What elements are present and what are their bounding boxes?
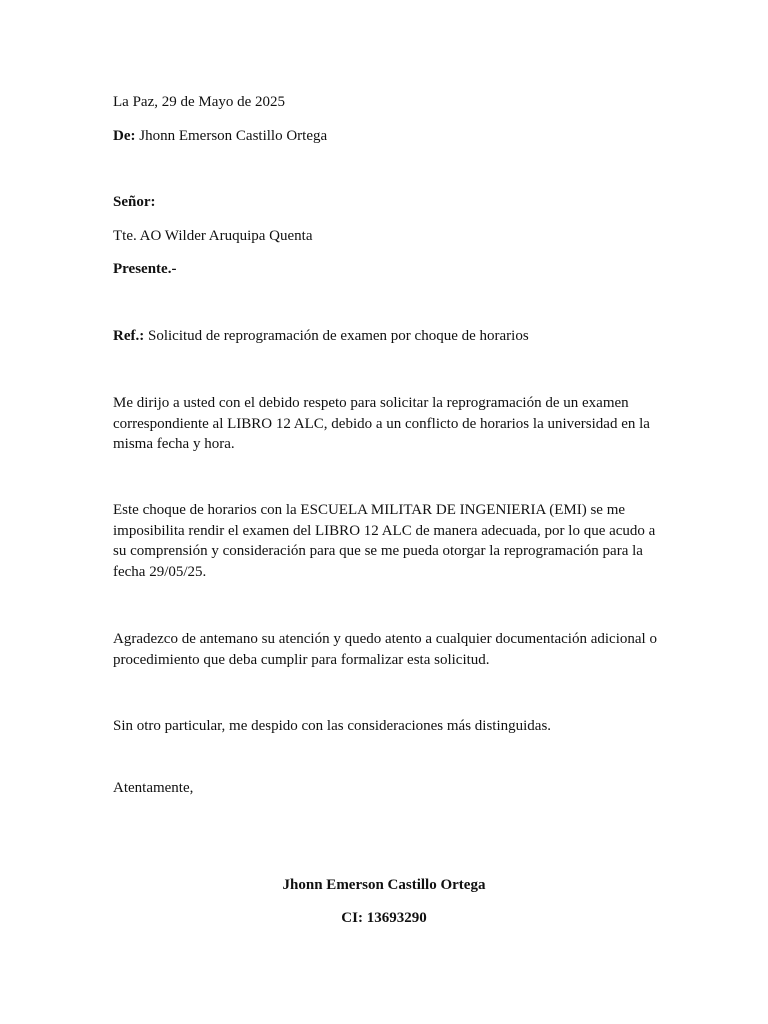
presente-line: Presente.- [113, 261, 177, 277]
reference-label: Ref.: [113, 328, 145, 344]
closing-line: Sin otro particular, me despido con las consideraciones más distinguidas. [113, 718, 552, 734]
from-name: Jhonn Emerson Castillo Ortega [139, 128, 328, 144]
reference-text: Solicitud de reprogramación de examen por choque de horarios [147, 328, 529, 344]
body-paragraph-2: Este choque de horarios con la ESCUELA MILITAR DE INGENIERIA (EMI) se me imposibilita rendir el examen del LIBRO 12 ALC de manera adecuada, por lo que acudo a su comprensión y consideración para que se me pueda otorgar la reprogramación para la fecha 29/05/25. [113, 502, 656, 580]
reference-line [113, 326, 529, 346]
signature-ci: CI: 13693290 [341, 910, 427, 926]
recipient-name: Tte. AO Wilder Aruquipa Quenta [113, 228, 313, 244]
body-paragraph-3: Agradezco de antemano su atención y quedo atento a cualquier documentación adicional o procedimiento que deba cumplir para formalizar esta solicitud. [113, 631, 657, 668]
date-line: La Paz, 29 de Mayo de 2025 [113, 94, 286, 110]
sign-off: Atentamente, [113, 780, 194, 796]
signature-name: Jhonn Emerson Castillo Ortega [282, 877, 486, 893]
from-line [113, 126, 327, 146]
salutation: Señor: [113, 194, 156, 210]
body-paragraph-1: Me dirijo a usted con el debido respeto para solicitar la reprogramación de un examen correspondiente al LIBRO 12 ALC, debido a un conflicto de horarios la universidad en la misma fecha y hora. [113, 395, 650, 453]
from-label: De: [113, 128, 136, 144]
